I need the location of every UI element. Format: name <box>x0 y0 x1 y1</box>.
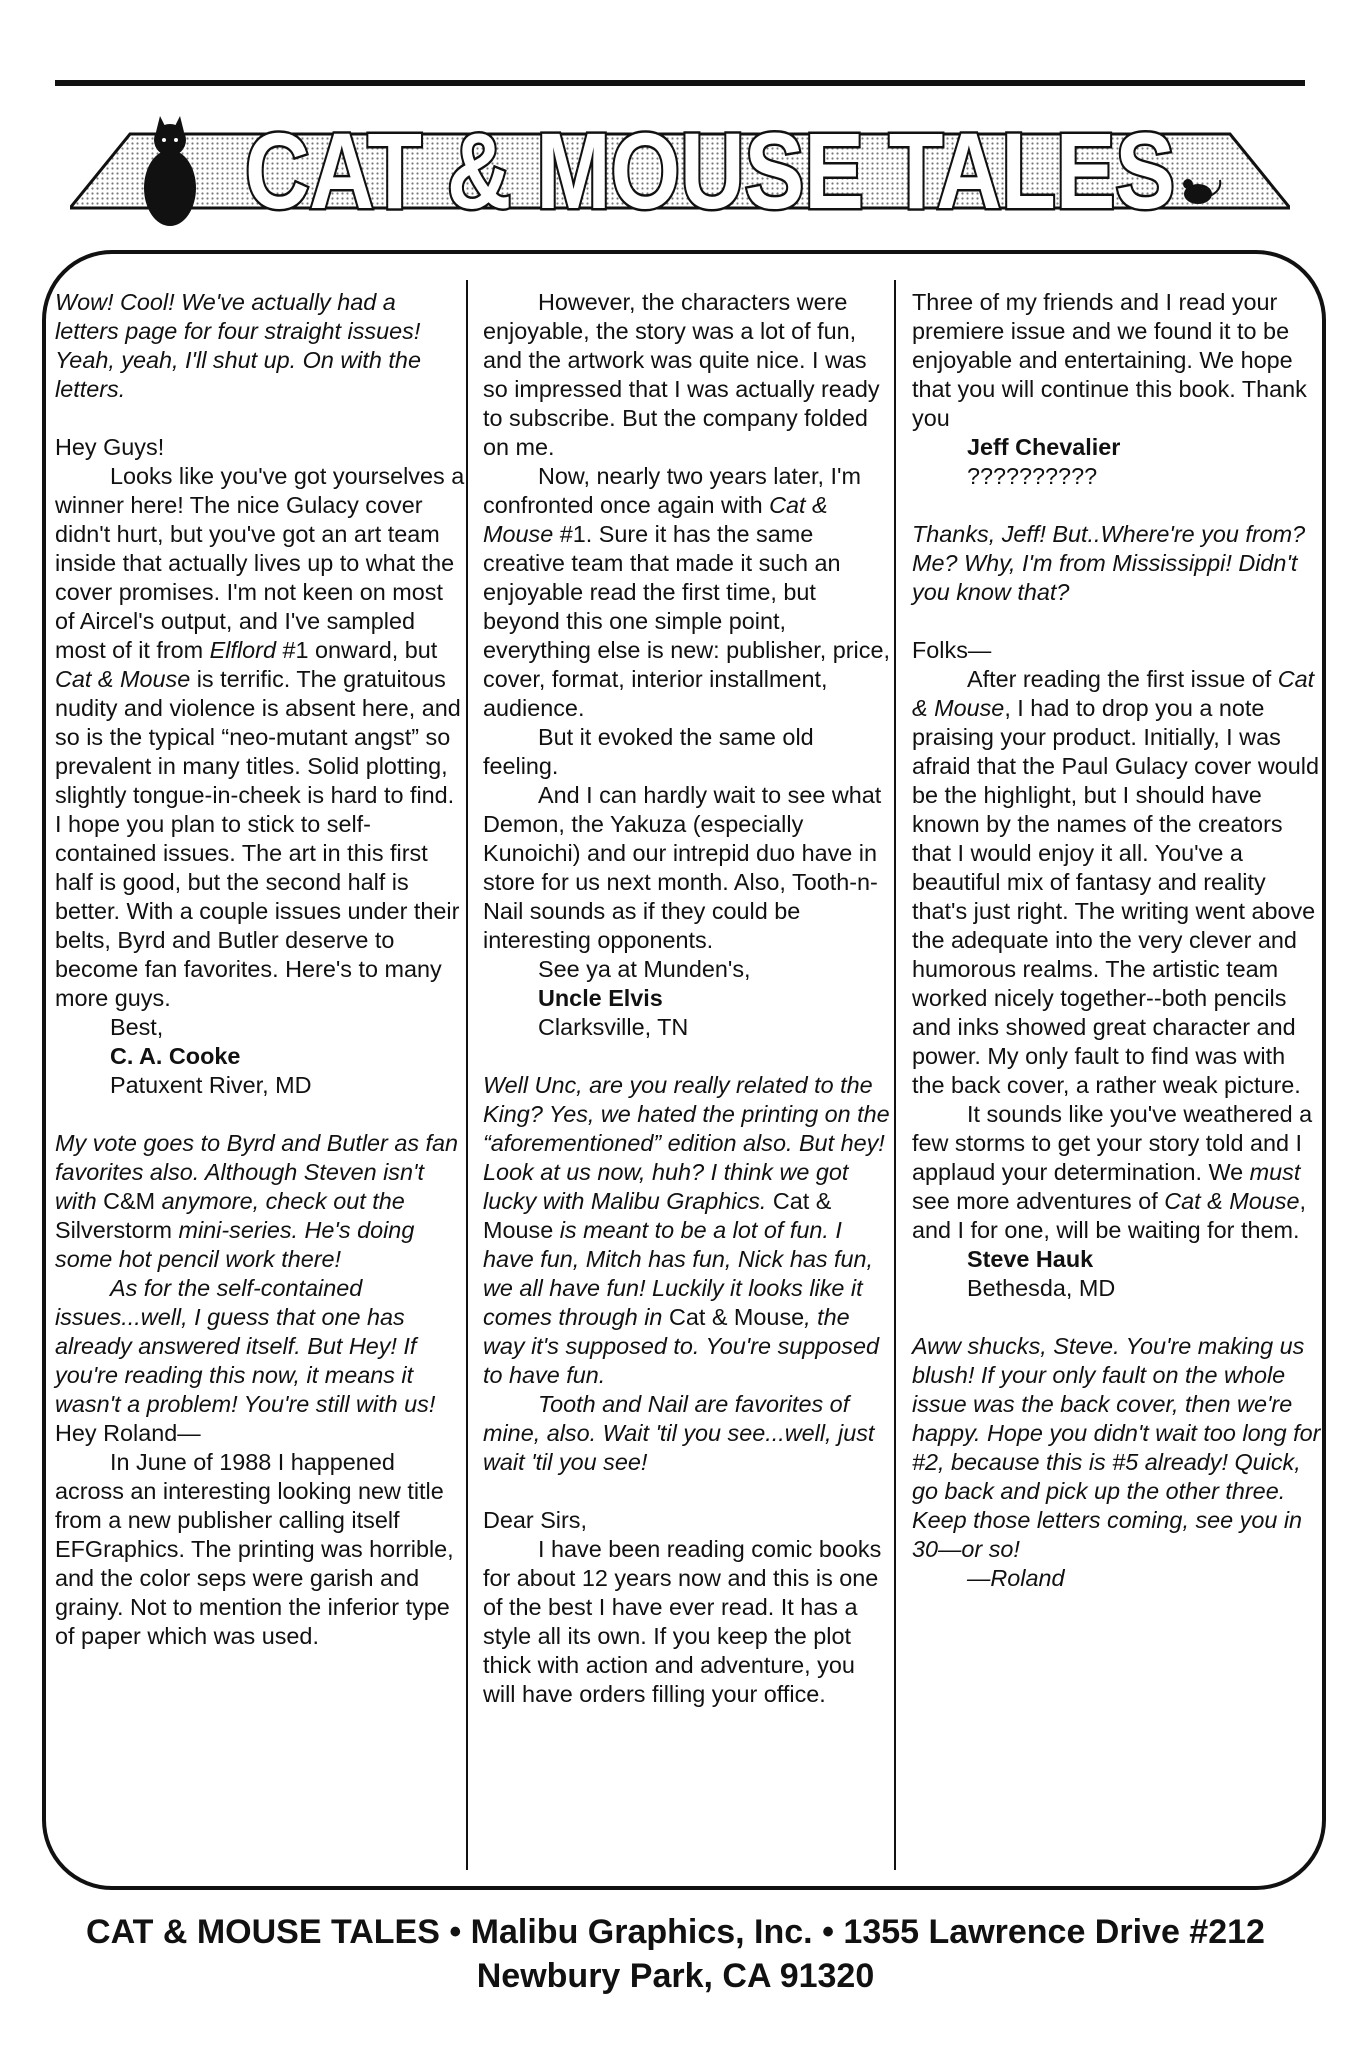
letter-signature: Jeff Chevalier <box>967 434 1121 460</box>
letter-body: Looks like you've got yourselves a winner here! The nice Gulacy cover didn't hurt, but you've got an art team inside that actually lives up to what the cover promises. I'm not keen on most of Aircel's output, and I've sampled most of it from Elflord #1 onward, but Cat & Mouse is terrific. The gratuitous nudity and violence is absent here, and so is the typical “neo-mutant angst” so prevalent in many titles. Solid plotting, slightly tongue-in-cheek is hard to find. I hope you plan to stick to self-contained issues. The art in this first half is good, but the second half is better. With a couple issues under their belts, Byrd and Butler deserve to become fan favorites. Here's to many more guys. <box>55 463 465 1011</box>
editor-reply: Tooth and Nail are favorites of mine, also. Wait 'til you see...well, just wait 'til you see! <box>483 1391 875 1475</box>
letter-body: In June of 1988 I happened across an interesting looking new title from a new publisher calling itself EFGraphics. The printing was horrible, and the color seps were garish and grainy. Not to mention the inferior type of paper which was used. <box>55 1449 454 1649</box>
address-line-1: CAT & MOUSE TALES • Malibu Graphics, Inc. • 1355 Lawrence Drive #212 <box>86 1913 1265 1951</box>
letter-greeting: Dear Sirs, <box>483 1507 587 1533</box>
column-1 <box>55 288 465 1651</box>
letter-body: Now, nearly two years later, I'm confronted once again with Cat & Mouse #1. Sure it has the same creative team that made it such an enjoyable read the first time, but beyond this one simple point, everything else is new: publisher, price, cover, format, interior installment, audience. <box>483 463 890 721</box>
letter-location: Bethesda, MD <box>967 1275 1116 1301</box>
editor-reply: Thanks, Jeff! But..Where're you from? Me? Why, I'm from Mississippi! Didn't you know that? <box>912 521 1306 605</box>
masthead-logo <box>70 96 1290 246</box>
column-3 <box>912 288 1322 1593</box>
masthead-art <box>70 96 1290 246</box>
letter-greeting: Folks— <box>912 637 992 663</box>
letter-location: ?????????? <box>967 463 1098 489</box>
letter-body: It sounds like you've weathered a few storms to get your story told and I applaud your determination. We must see more adventures of Cat & Mouse, and I for one, will be waiting for them. <box>912 1101 1313 1243</box>
letter-body: But it evoked the same old feeling. <box>483 724 814 779</box>
letter-signature: Uncle Elvis <box>538 985 663 1011</box>
letter-greeting: Hey Guys! <box>55 434 165 460</box>
letter-closing: Best, <box>110 1014 164 1040</box>
column-2 <box>483 288 893 1709</box>
letter-body: After reading the first issue of Cat & Mouse, I had to drop you a note praising your product. Initially, I was afraid that the Paul Gulacy cover would be the highlight, but I should have known by the names of the creators that I would enjoy it all. You've a beautiful mix of fantasy and reality that's just right. The writing went above the adequate into the very clever and humorous realms. The artistic team worked nicely together--both pencils and inks showed great character and power. My only fault to find was with the back cover, a rather weak picture. <box>912 666 1319 1098</box>
editor-reply: My vote goes to Byrd and Butler as fan favorites also. Although Steven isn't with C&M anymore, check out the Silverstorm mini-series. He's doing some hot pencil work there! <box>55 1130 459 1272</box>
editor-reply: Aww shucks, Steve. You're making us blush! If your only fault on the whole issue was the back cover, then we're happy. Hope you didn't wait too long for #2, because this is #5 already! Quick, go back and pick up the other three. Keep those letters coming, see you in 30—or so! <box>912 1333 1321 1562</box>
letter-signature: Steve Hauk <box>967 1246 1094 1272</box>
letter-signature: C. A. Cooke <box>110 1043 241 1069</box>
letter-closing: See ya at Munden's, <box>538 956 751 982</box>
letter-location: Patuxent River, MD <box>110 1072 312 1098</box>
editor-reply: As for the self-contained issues...well, I guess that one has already answered itself. But Hey! If you're reading this now, it means it wasn't a problem! You're still with us! <box>55 1275 436 1417</box>
letter-body: Three of my friends and I read your premiere issue and we found it to be enjoyable and entertaining. We hope that you will continue this book. Thank you <box>912 289 1307 431</box>
address-line-2: Newbury Park, CA 91320 <box>476 1957 875 1995</box>
editor-reply: Well Unc, are you really related to the King? Yes, we hated the printing on the “aforementioned” edition also. But hey! Look at us now, huh? I think we got lucky with Malibu Graphics. Cat & Mouse is meant to be a lot of fun. I have fun, Mitch has fun, Nick has fun, we all have fun! Luckily it looks like it comes through in Cat & Mouse, the way it's supposed to. You're supposed to have fun. <box>483 1072 890 1388</box>
publisher-address <box>0 1910 1351 1998</box>
letter-body: However, the characters were enjoyable, the story was a lot of fun, and the artwork was quite nice. I was so impressed that I was actually ready to subscribe. But the company folded on me. <box>483 289 880 460</box>
letter-body: I have been reading comic books for about 12 years now and this is one of the best I have ever read. It has a style all its own. If you keep the plot thick with action and adventure, you will have orders filling your office. <box>483 1536 882 1707</box>
letter-body: And I can hardly wait to see what Demon, the Yakuza (especially Kunoichi) and our intrepid duo have in store for us next month. Also, Tooth-n-Nail sounds as if they could be interesting opponents. <box>483 782 882 953</box>
letter-greeting: Hey Roland— <box>55 1420 201 1446</box>
masthead-title: CAT & MOUSE TALES <box>245 110 1175 231</box>
column-divider <box>466 280 468 1870</box>
letter-location: Clarksville, TN <box>538 1014 689 1040</box>
editor-signature: —Roland <box>967 1565 1065 1591</box>
column-divider <box>894 280 896 1870</box>
top-rule <box>55 80 1305 86</box>
editor-intro: Wow! Cool! We've actually had a letters page for four straight issues! Yeah, yeah, I'll shut up. On with the letters. <box>55 289 421 402</box>
